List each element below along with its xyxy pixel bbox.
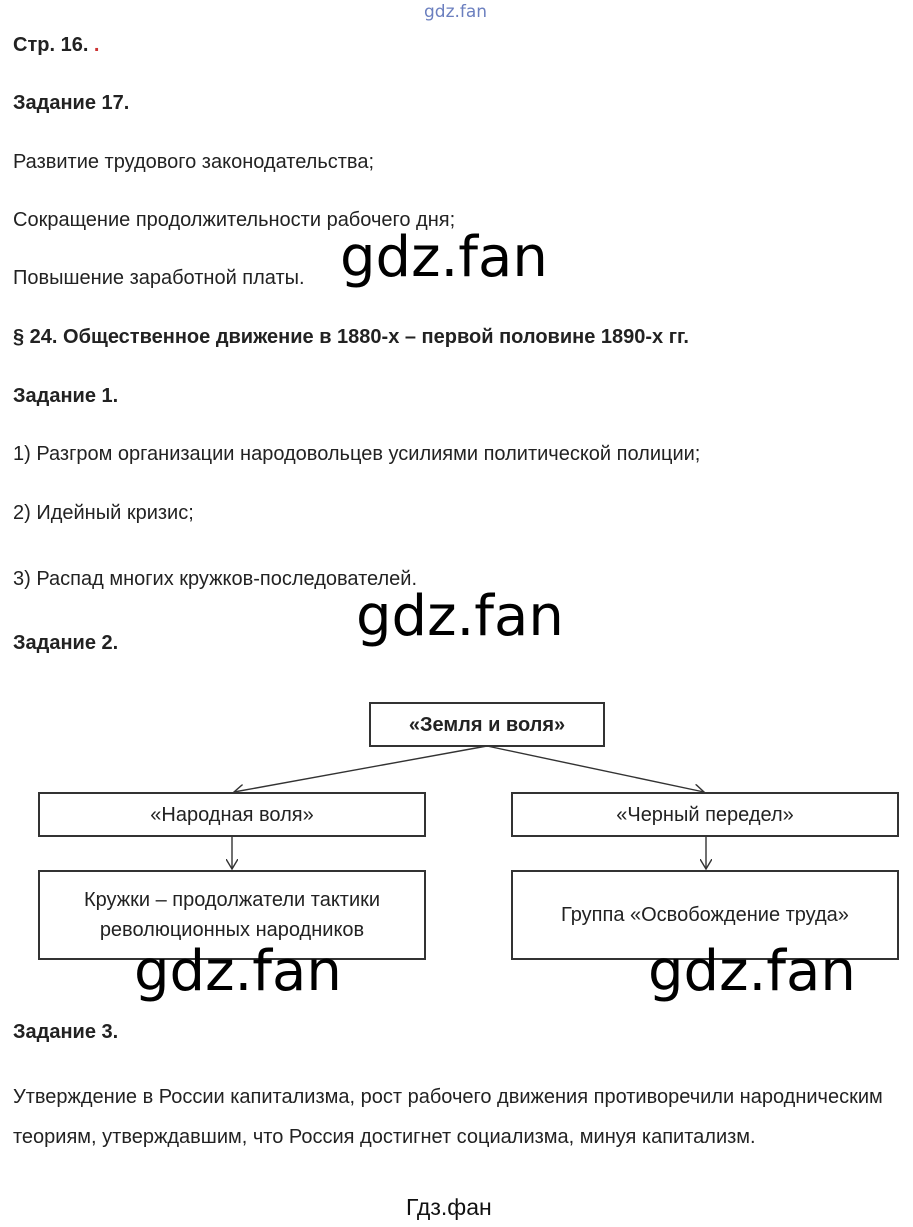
decorative-dot: . [88,34,100,56]
diagram-left-box [38,792,426,837]
diagram-root-box [369,702,605,747]
diagram-right-label: «Черный передел» [616,803,794,826]
watermark-3: gdz.fan [134,939,342,1004]
task-2-title: Задание 2. [13,632,119,654]
footer-text: Гдз.фан [406,1194,492,1220]
task-3-text: Утверждение в России капитализма, рост рабочего движения противоречили народническим теориям, утверждавшим, что Россия достигнет социализма, минуя капитализм. [13,1086,883,1148]
watermark-1: gdz.fan [340,225,548,290]
watermark-top: gdz.fan [424,2,488,22]
task-1-item-3: 3) Распад многих кружков-последователей. [13,568,417,590]
arrow-root-to-right [487,746,704,792]
task-1-title: Задание 1. [13,385,119,407]
diagram-left-child-label: Кружки – продолжатели тактики революционных народников [83,889,381,941]
arrow-root-to-left [234,746,487,792]
task-1-item-1: 1) Разгром организации народовольцев усилиями политической полиции; [13,443,701,465]
watermark-2: gdz.fan [356,584,564,649]
page-reference-text: Стр. 16. [13,34,89,56]
task-17-line-2: Сокращение продолжительности рабочего дня; [13,209,456,231]
watermark-4: gdz.fan [648,939,856,1004]
task-17-line-1: Развитие трудового законодательства; [13,151,374,173]
section-title: § 24. Общественное движение в 1880-х – первой половине 1890-х гг. [13,326,689,348]
task-17-title: Задание 17. [13,92,130,114]
task-17-line-3: Повышение заработной платы. [13,267,305,289]
task-3-title: Задание 3. [13,1021,119,1043]
diagram-root-label: «Земля и воля» [408,713,566,736]
task-1-item-2: 2) Идейный кризис; [13,502,194,524]
diagram-left-label: «Народная воля» [150,803,314,826]
diagram-right-child-label: Группа «Освобождение труда» [561,904,849,926]
diagram-right-box [511,792,899,837]
